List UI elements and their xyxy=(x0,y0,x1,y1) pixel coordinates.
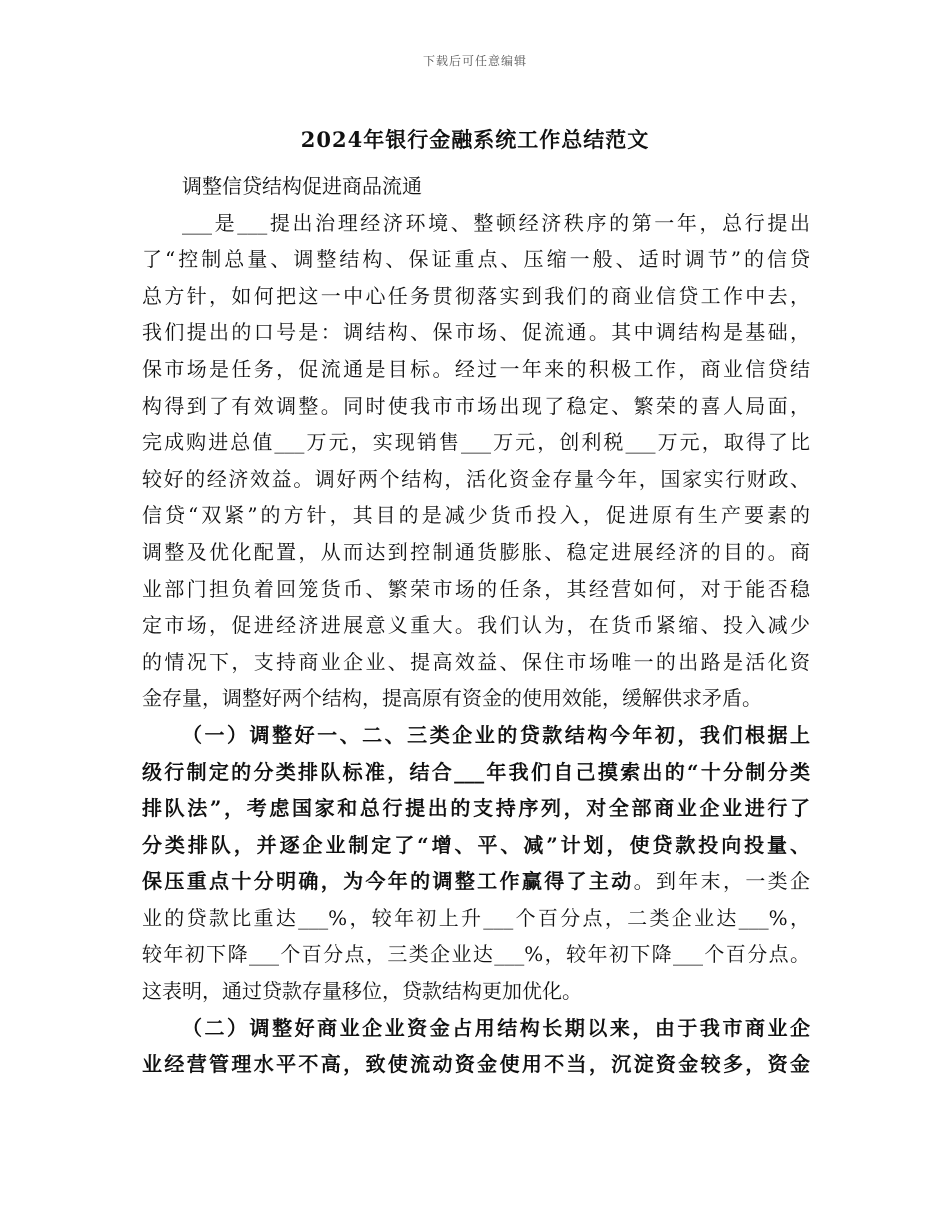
paragraph-line: 定市场，促进经济进展意义重大。我们认为，在货币紧缩、投入减少 xyxy=(142,613,810,638)
document-title: 2024年银行金融系统工作总结范文 xyxy=(300,127,650,152)
paragraph-3 xyxy=(142,1010,810,1083)
paragraph-line: 保市场是任务，促流通是目标。经过一年来的积极工作，商业信贷结 xyxy=(142,356,810,381)
paragraph-line: 调整及优化配置，从而达到控制通货膨胀、稳定进展经济的目的。商 xyxy=(142,539,810,564)
paragraph-2 xyxy=(142,717,810,1010)
paragraph-heading-line: 业经营管理水平不高，致使流动资金使用不当，沉淀资金较多，资金 xyxy=(142,1052,810,1077)
paragraph-line: 构得到了有效调整。同时使我市市场出现了稳定、繁荣的喜人局面， xyxy=(142,393,810,418)
paragraph-line: 这表明，通过贷款存量移位，贷款结构更加优化。 xyxy=(142,979,582,1004)
paragraph-line: 信贷“双紧”的方针，其目的是减少货币投入，促进原有生产要素的 xyxy=(142,503,810,528)
document-body xyxy=(142,168,810,1083)
paragraph-heading-line: （二）调整好商业企业资金占用结构长期以来，由于我市商业企 xyxy=(182,1015,810,1040)
paragraph-1 xyxy=(142,205,810,717)
paragraph-line: 业部门担负着回笼货币、繁荣市场的任条，其经营如何，对于能否稳 xyxy=(142,576,810,601)
paragraph-line: 我们提出的口号是：调结构、保市场、促流通。其中调结构是基础， xyxy=(142,320,810,345)
paragraph-line: 较好的经济效益。调好两个结构，活化资金存量今年，国家实行财政、 xyxy=(142,466,810,491)
paragraph-line: 业的贷款比重达___%，较年初上升___个百分点，二类企业达___%， xyxy=(142,905,810,930)
paragraph-heading-line: （一）调整好一、二、三类企业的贷款结构今年初，我们根据上 xyxy=(182,722,810,747)
paragraph-line: 总方针，如何把这一中心任务贯彻落实到我们的商业信贷工作中去， xyxy=(142,283,810,308)
paragraph-line: 完成购进总值___万元，实现销售___万元，创利税___万元，取得了比 xyxy=(142,430,810,455)
paragraph-heading-line: 分类排队，并逐企业制定了“增、平、减”计划，使贷款投向投量、 xyxy=(142,832,810,857)
paragraph-heading-line: 排队法”，考虑国家和总行提出的支持序列，对全部商业企业进行了 xyxy=(142,796,810,821)
paragraph-line: 金存量，调整好两个结构，提高原有资金的使用效能，缓解供求矛盾。 xyxy=(142,686,762,711)
paragraph-text: 。到年末，一类企 xyxy=(633,869,811,894)
document-subtitle: 调整信贷结构促进商品流通 xyxy=(182,174,422,198)
paragraph-heading-end: 保压重点十分明确，为今年的调整工作赢得了主动 xyxy=(142,869,634,894)
paragraph-line: 较年初下降___个百分点，三类企业达___%，较年初下降___个百分点。 xyxy=(142,942,810,967)
paragraph-line: 了“控制总量、调整结构、保证重点、压缩一般、适时调节”的信贷 xyxy=(142,247,810,272)
paragraph-heading-line: 级行制定的分类排队标准，结合___年我们自己摸索出的“十分制分类 xyxy=(142,759,810,784)
paragraph-mixed-line xyxy=(142,863,810,900)
paragraph-line: 的情况下，支持商业企业、提高效益、保住市场唯一的出路是活化资 xyxy=(142,649,810,674)
page-header-note: 下载后可任意编辑 xyxy=(422,54,527,68)
paragraph-line: ___是___提出治理经济环境、整顿经济秩序的第一年，总行提出 xyxy=(182,210,810,235)
